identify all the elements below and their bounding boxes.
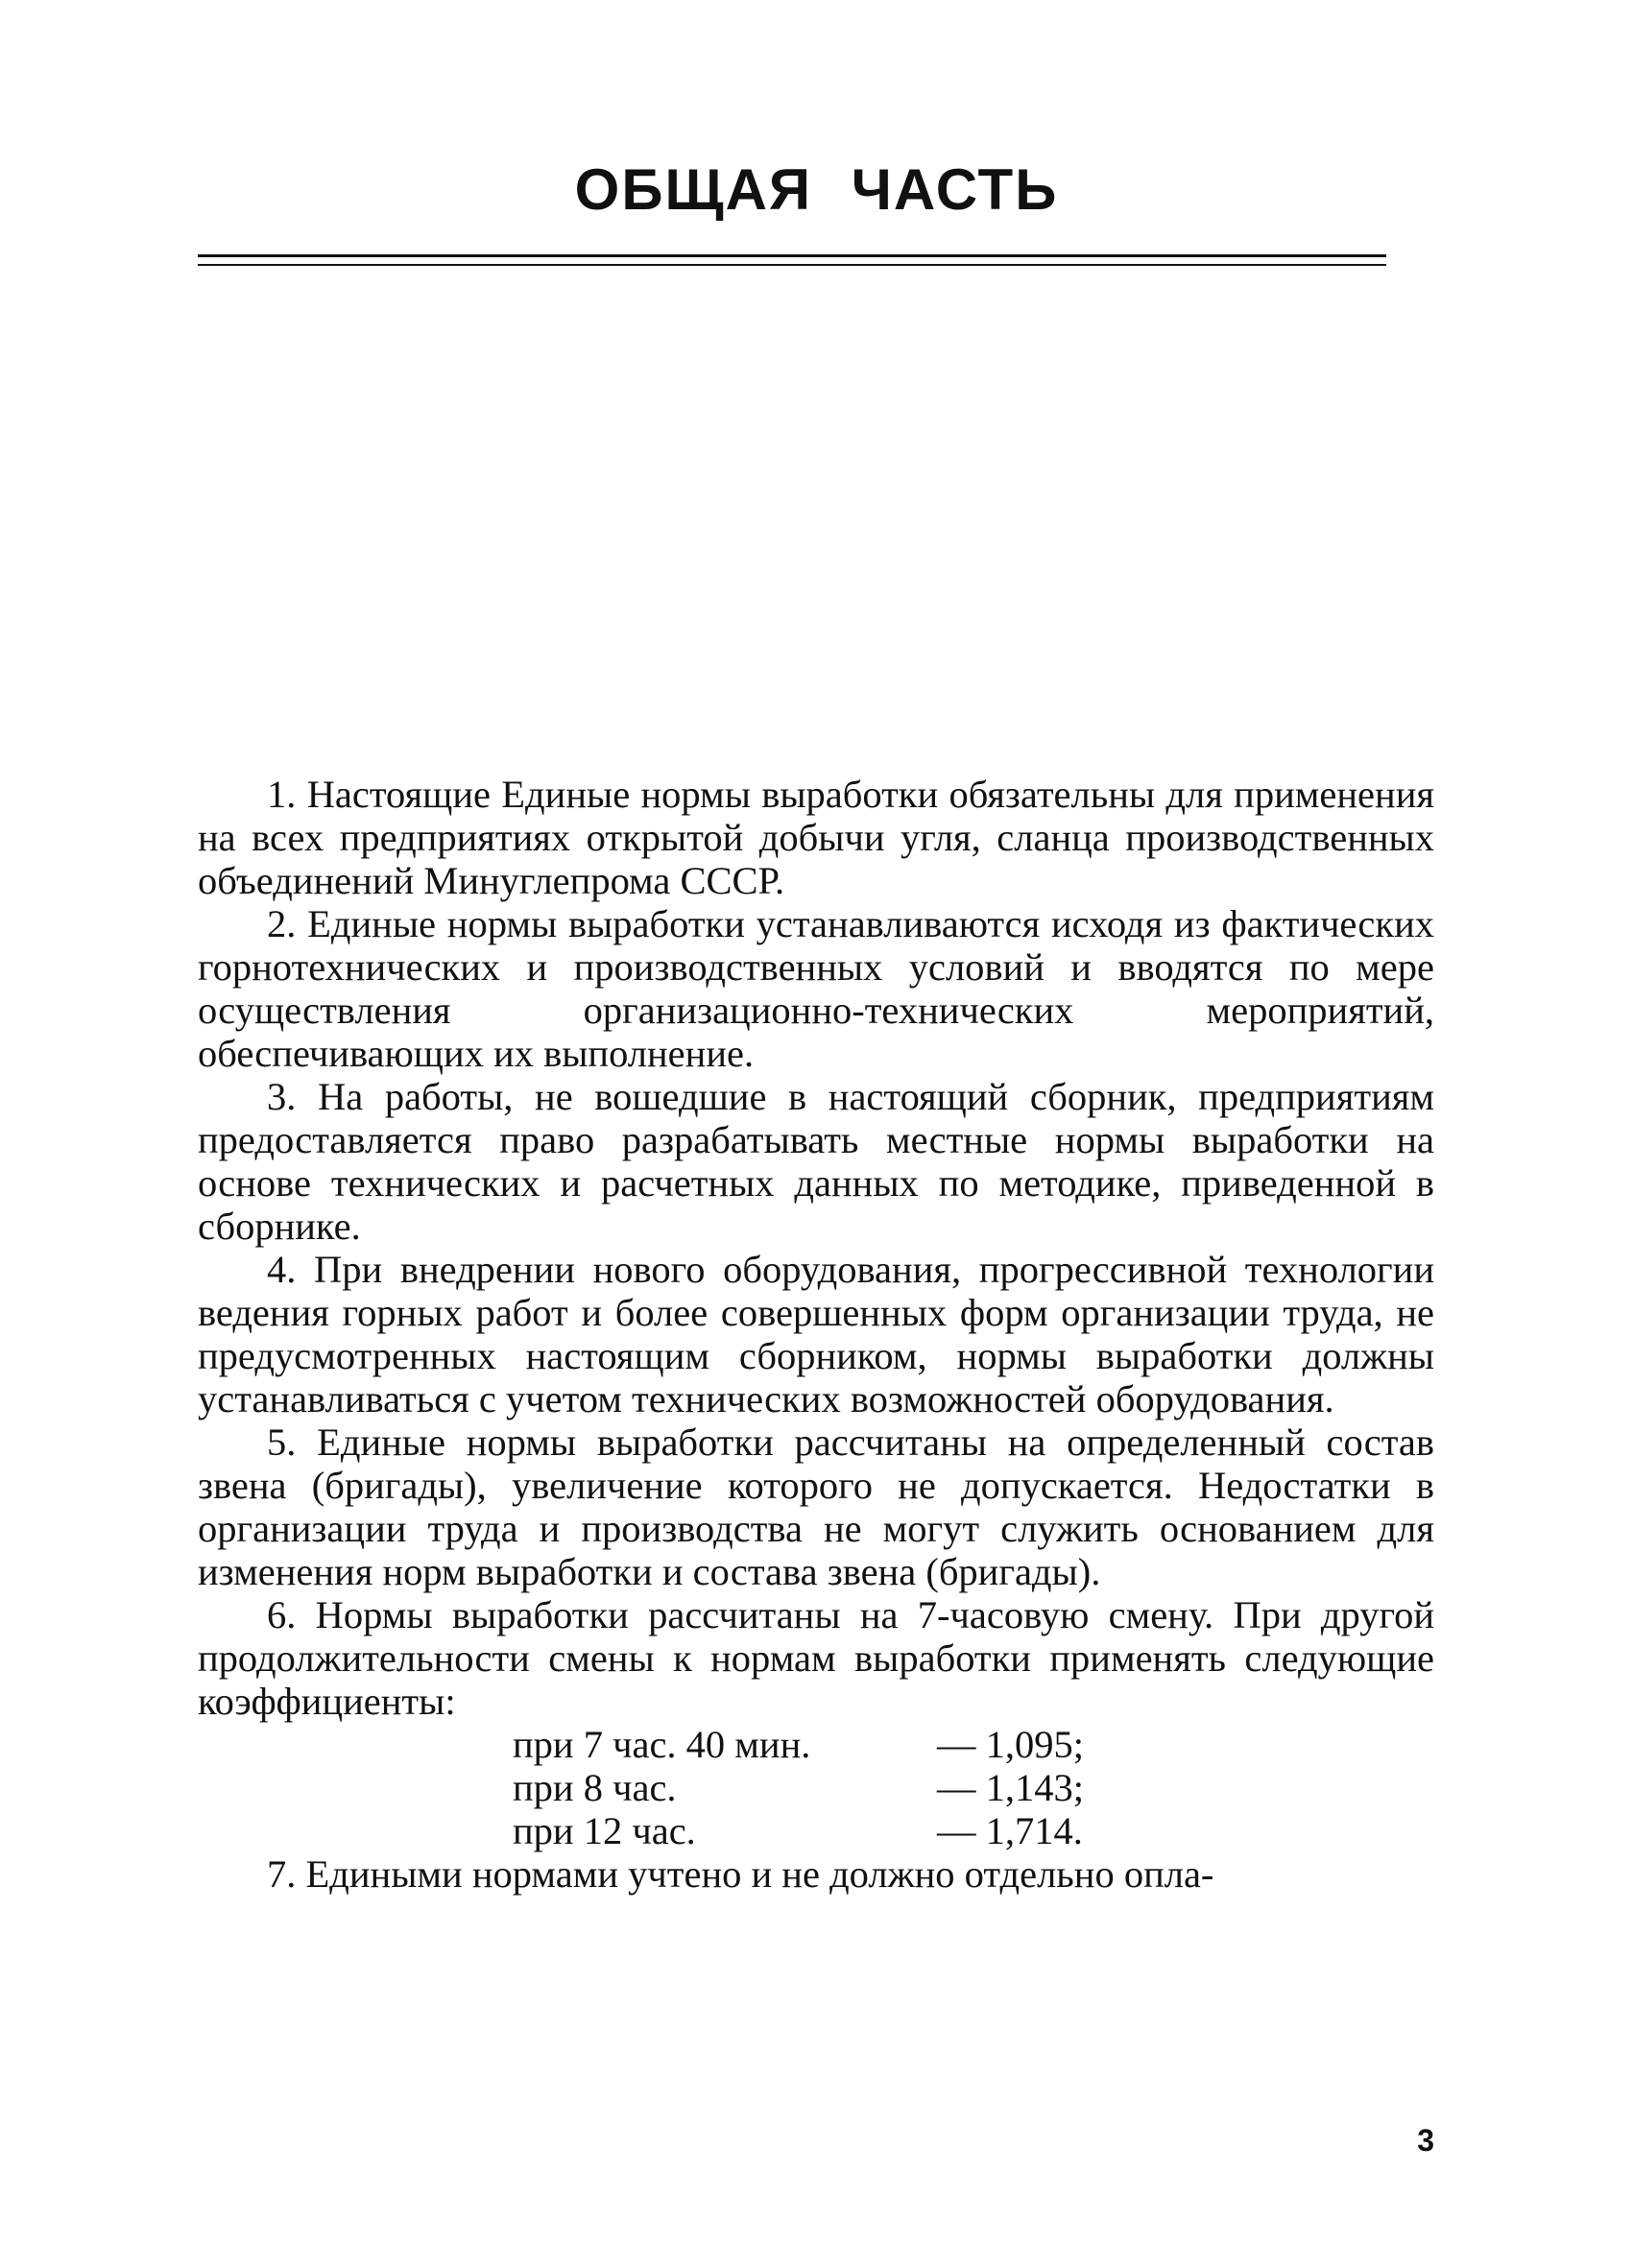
body-text <box>198 773 1434 1896</box>
coefficient-table <box>513 1723 1084 1852</box>
coefficient-condition: при 8 час. <box>513 1766 677 1809</box>
title-rule-bottom <box>198 264 1386 266</box>
paragraph-6: 6. Нормы выработки рассчитаны на 7-часовую смену. При другой продолжительности смены к нормам выработки применять следующие коэффициенты: <box>198 1593 1434 1723</box>
paragraph-4: 4. При внедрении нового оборудования, прогрессивной технологии ведения горных работ и более совершенных форм организации труда, не предусмотренных настоящим сборником, нормы выработки должны устанавливаться с учетом технических возможностей оборудования. <box>198 1248 1434 1420</box>
coefficient-value: — 1,714. <box>937 1809 1083 1852</box>
paragraph-7: 7. Едиными нормами учтено и не должно отдельно опла- <box>267 1852 1214 1896</box>
title-rule-top <box>198 254 1386 257</box>
coefficient-row <box>513 1766 1084 1809</box>
coefficient-row <box>513 1723 1084 1766</box>
coefficient-value: — 1,143; <box>937 1766 1085 1809</box>
page-number: 3 <box>1417 2123 1434 2158</box>
paragraph-3: 3. На работы, не вошедшие в настоящий сборник, предприятиям предоставляется право разрабатывать местные нормы выработки на основе технических и расчетных данных по методике, приведенной в сборнике. <box>198 1075 1434 1248</box>
coefficient-row <box>513 1809 1084 1852</box>
page-title: ОБЩАЯ ЧАСТЬ <box>574 157 1059 222</box>
paragraph-5: 5. Единые нормы выработки рассчитаны на определенный состав звена (бригады), увеличение которого не допускается. Недостатки в организации труда и производства не могут служить основанием для изменения норм выработки и состава звена (бригады). <box>198 1420 1434 1593</box>
coefficient-value: — 1,095; <box>937 1723 1085 1766</box>
paragraph-1: 1. Настоящие Единые нормы выработки обязательны для применения на всех предприятиях открытой добычи угля, сланца производственных объединений Минуглепрома СССР. <box>198 773 1434 902</box>
coefficient-condition: при 7 час. 40 мин. <box>513 1723 811 1766</box>
paragraph-2: 2. Единые нормы выработки устанавливаются исходя из фактических горнотехнических и производственных условий и вводятся по мере осуществления организационно-технических мероприятий, обеспечивающих их выполнение. <box>198 902 1434 1075</box>
coefficient-condition: при 12 час. <box>513 1809 696 1852</box>
